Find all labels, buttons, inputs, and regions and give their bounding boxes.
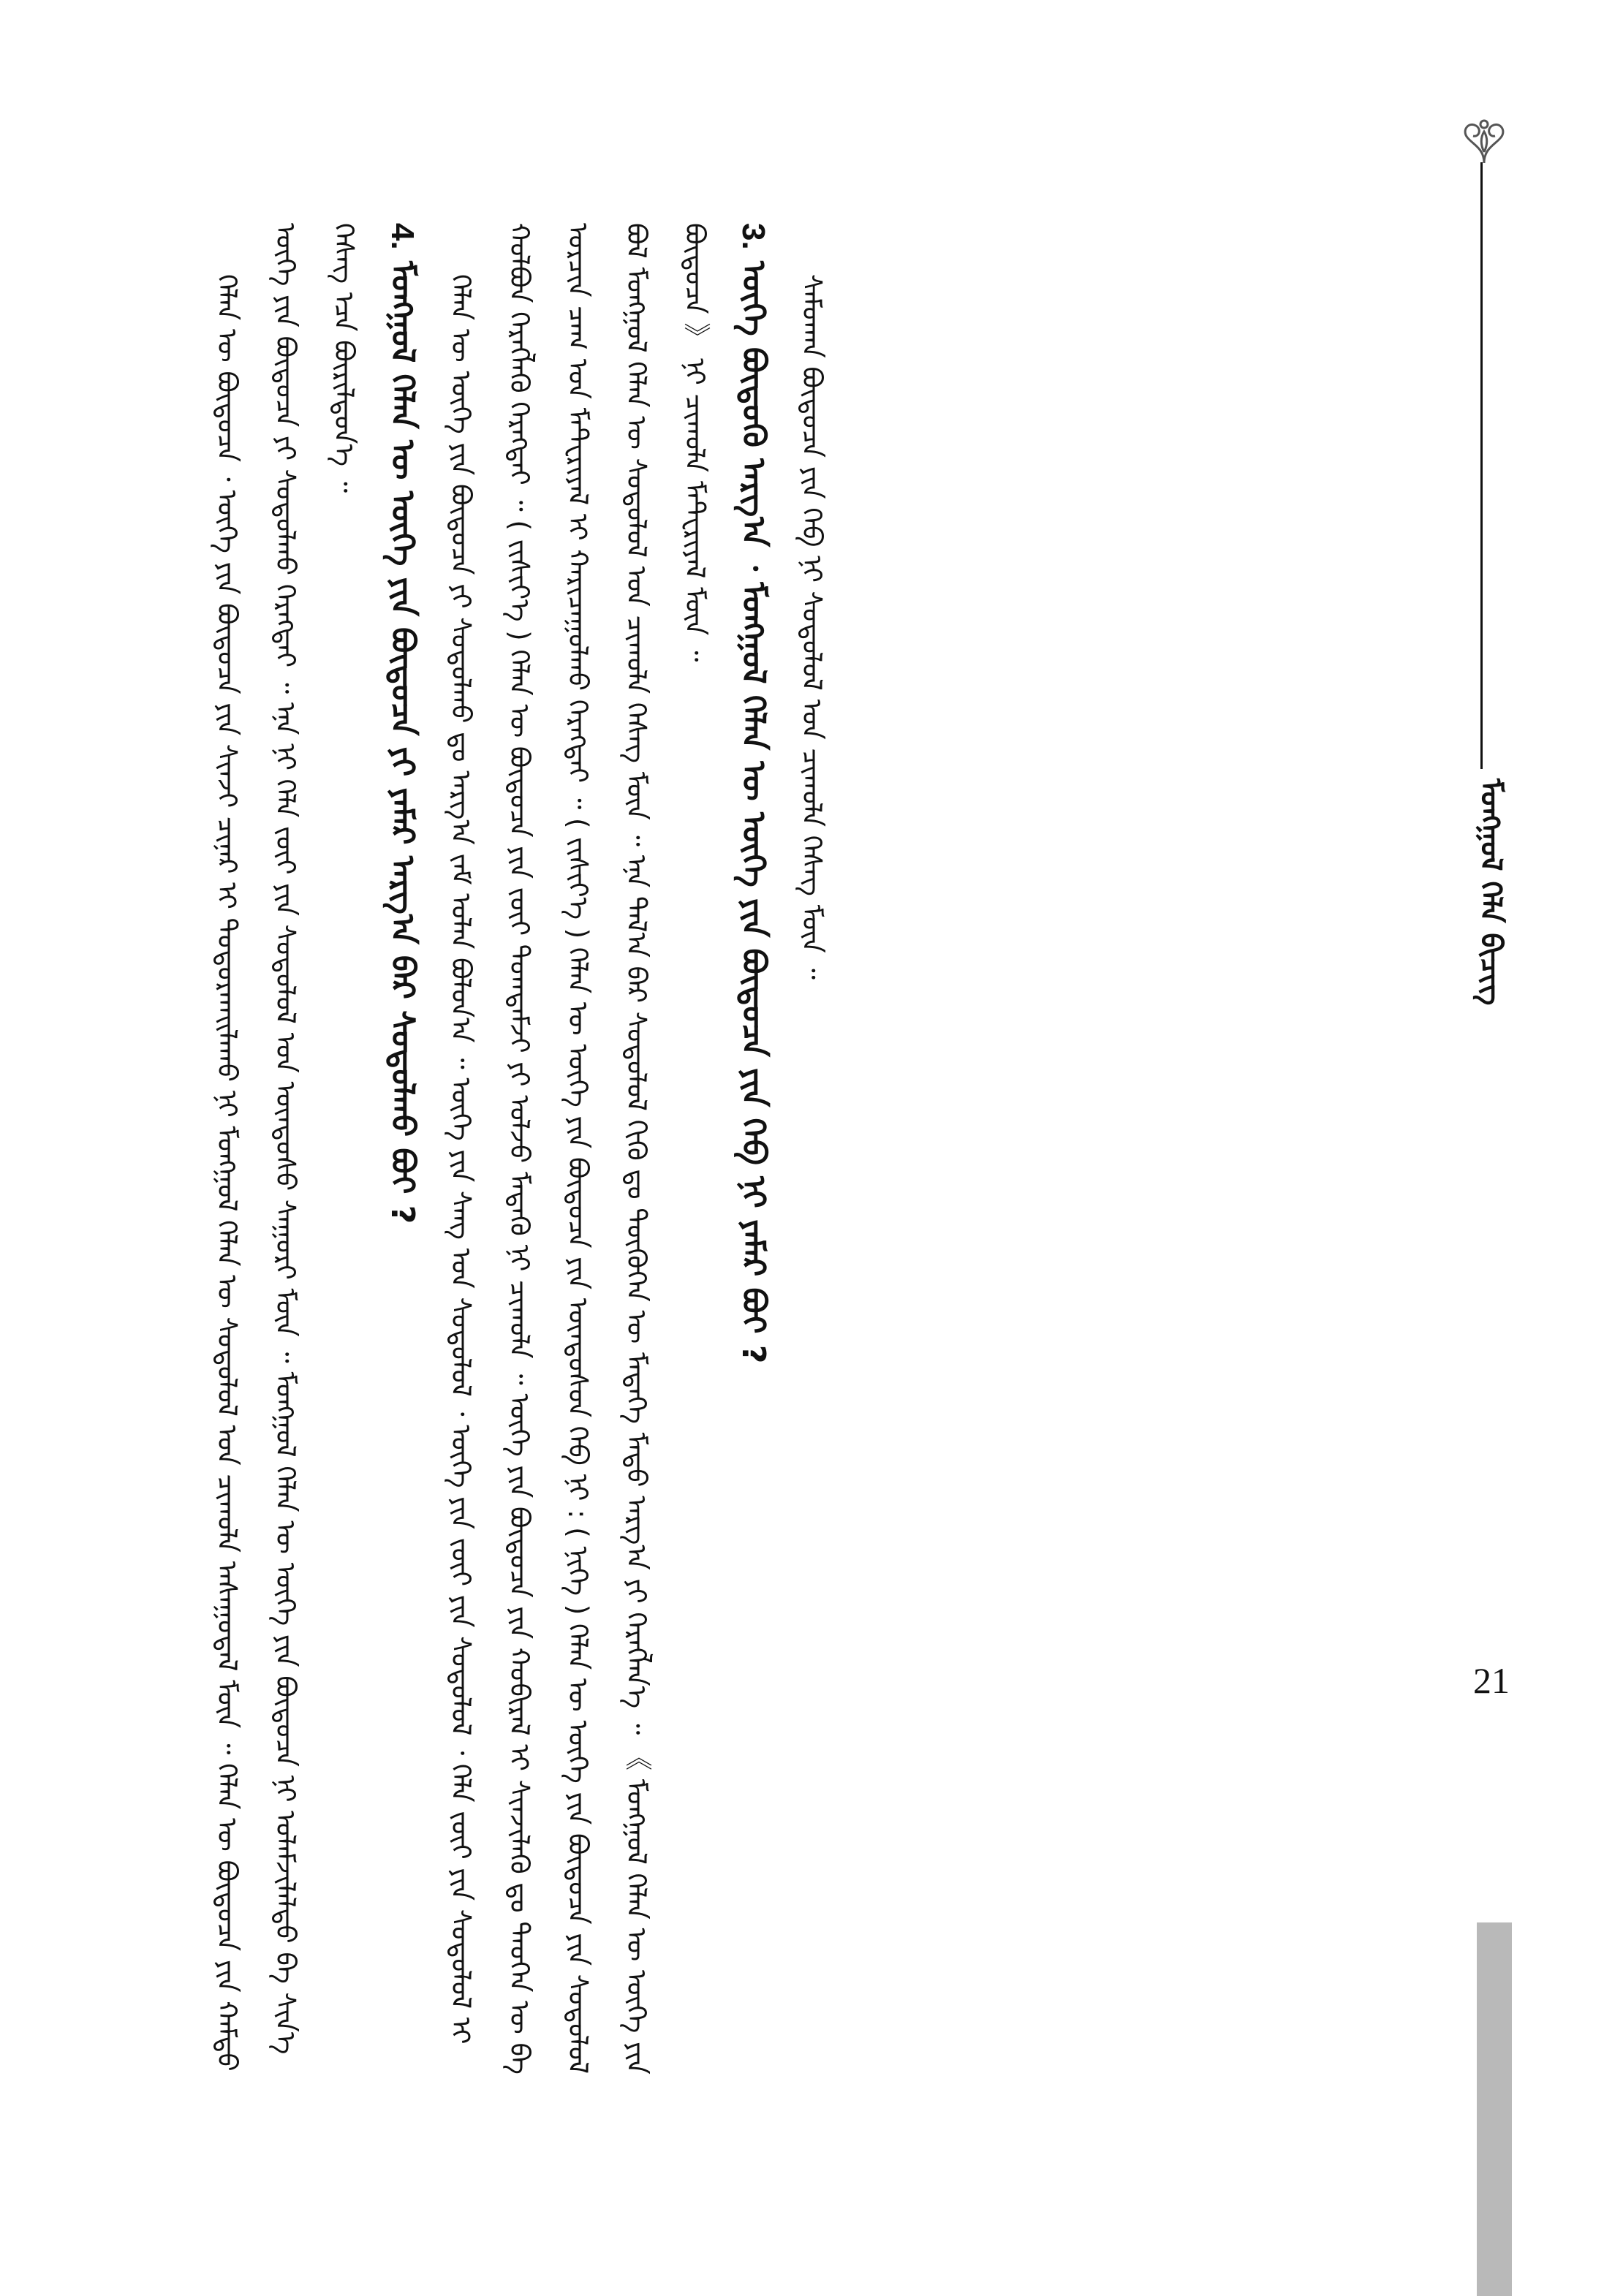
document-body [197,223,1396,2109]
paragraph-2: ᠬᠡᠯᠡᠨ ᠦ ᠦᠭᠡ ᠶᠢᠨ ᠪᠦᠲᠦᠴᠡ ᠶᠢ ᠰᠤᠳᠤᠯᠬᠤ ᠳᠤ ᠠᠷᠭ᠎ᠠ ᠵᠠᠮ ᠣᠯᠠᠨ ᠪᠣᠯᠣᠨ᠎ᠠ ᠃ ᠦᠭᠡ ᠶᠢᠨ ᠰᠠᠩ ᠤᠨ ᠰᠤᠳᠤᠯᠤᠯ ᠂ ᠦᠭᠡ ᠶᠢᠨ ᠵᠦᠢ ᠶᠢᠨ ᠰᠤᠳᠤᠯᠤᠯ ᠂ ᠬᠡᠯᠡ ᠵᠦᠢ ᠶᠢᠨ ᠰᠤᠳᠤᠯᠤᠯ ᠢ ᠬᠣᠯᠪᠣᠨ ᠬᠡᠷᠡᠭᠯᠡᠬᠦ ᠬᠡᠷᠡᠭᠲᠡᠢ ᠃ ( ᠵᠢᠱᠢᠶ᠎ᠡ ) ᠬᠡᠯᠡᠨ ᠦ ᠪᠦᠲᠦᠴᠡ ᠶᠢᠨ ᠵᠦᠢ ᠲᠣᠭᠲᠠᠮᠵᠢ ᠶᠢ ᠣᠯᠵᠤ ᠮᠡᠳᠡᠬᠦ ᠨᠢ ᠴᠢᠬᠤᠯᠠ ᠃ ᠦᠭᠡ ᠶᠢᠨ ᠪᠦᠲᠦᠴᠡ ᠶᠢᠨ ᠬᠤᠪᠢᠷᠠᠯ ᠢ ᠰᠢᠨᠵᠢᠯᠡᠬᠦ ᠳᠤ ᠲᠡᠦᠬᠡᠨ ᠦ ᠪᠠ ᠣᠷᠴᠢᠨ ᠴᠠᠭ ᠤᠨ ᠮᠠᠲ᠋ᠧᠷᠢᠶᠠᠯ ᠢ ᠬᠠᠷᠢᠴᠠᠭᠤᠯᠬᠤ ᠬᠡᠷᠡᠭᠲᠡᠢ ᠃ ( ᠵᠢᠱᠢᠶ᠎ᠡ ) ᠬᠡᠯᠡᠨ ᠦ ᠦᠭᠡ ᠶᠢᠨ ᠪᠦᠲᠦᠴᠡ ᠶᠢᠨ ᠦᠨᠳᠦᠰᠦᠨ ᠬᠡᠪ ᠨᠢ : ( ᠨᠢᠭᠡ ) ᠬᠡᠯᠡᠨ ᠦ ᠦᠭᠡ ᠶᠢᠨ ᠪᠦᠲᠦᠴᠡ ᠶᠢᠨ ᠰᠤᠳᠤᠯᠤᠯ ᠪᠣᠯ ᠮᠣᠩᠭᠣᠯ ᠬᠡᠯᠡᠨ ᠦ ᠰᠤᠳᠤᠯᠤᠯ ᠤᠨ ᠴᠢᠬᠤᠯᠠ ᠬᠡᠰᠡᠭ ᠮᠥᠨ ᠃ ᠡᠨᠡ ᠲᠠᠯ᠎ᠠ ᠪᠠᠷ ᠰᠤᠳᠤᠯᠤᠯ ᠬᠢᠬᠦ ᠳᠤ ᠲᠦᠭᠦᠬᠡᠨ ᠦ ᠮᠡᠳᠡᠭᠡ ᠮᠡᠲᠦ ᠠᠷᠭ᠎ᠠ ᠶᠢ ᠬᠡᠷᠡᠭᠯᠡᠨ᠎ᠡ ᠃ 《 ᠮᠣᠩᠭᠣᠯ ᠬᠡᠯᠡᠨ ᠦ ᠦᠭᠡ ᠶᠢᠨ ᠪᠦᠲᠦᠴᠡ 》 ᠨᠢ ᠴᠢᠬᠤᠯᠠ ᠮᠠᠲ᠋ᠧᠷᠢᠶᠠᠯ ᠮᠥᠨ ᠃ [445,223,711,2075]
page-number: 21 [1473,1660,1510,1701]
section-heading-4-number: 4. [385,223,420,250]
paragraph-3: ᠰᠠᠮᠤᠬᠠᠨ ᠪᠦᠲᠦᠴᠡ ᠶᠢᠨ ᠬᠡᠪ ᠨᠢ ᠰᠤᠳᠤᠯᠤᠯ ᠤᠨ ᠴᠢᠬᠤᠯᠠ ᠬᠡᠰᠡᠭ ᠮᠥᠨ ᠃ [796,274,828,980]
paragraph-1: ᠬᠡᠯᠡᠨ ᠦ ᠪᠦᠲᠦᠴᠡ ᠂ ᠦᠭᠡ ᠶᠢᠨ ᠪᠦᠲᠦᠴᠡ ᠶᠢᠨ ᠰᠢᠨᠵᠢ ᠴᠢᠨᠠᠷ ᠢ ᠲᠣᠳᠣᠷᠬᠠᠢᠯᠠᠬᠤ ᠨᠢ ᠮᠣᠩᠭᠣᠯ ᠬᠡᠯᠡᠨ ᠦ ᠰᠤᠳᠤᠯᠤᠯ ᠤᠨ ᠴᠢᠬᠤᠯᠠ ᠠᠰᠠᠭᠤᠳᠠᠯ ᠮᠥᠨ ᠃ ᠬᠡᠯᠡᠨ ᠦ ᠪᠦᠲᠦᠴᠡ ᠶᠢᠨ ᠬᠠᠮᠲᠤ ᠦᠭᠡ ᠶᠢᠨ ᠪᠦᠲᠦᠴᠡ ᠶᠢ ᠰᠤᠳᠤᠯᠬᠤ ᠬᠡᠷᠡᠭᠲᠡᠢ ᠃ ᠡᠨᠡ ᠨᠢ ᠬᠡᠯᠡ ᠵᠦᠢ ᠶᠢᠨ ᠰᠤᠳᠤᠯᠤᠯ ᠤᠨ ᠦᠨᠳᠦᠰᠦ ᠰᠠᠭᠤᠷᠢ ᠮᠥᠨ ᠃ ᠮᠣᠩᠭᠣᠯ ᠬᠡᠯᠡᠨ ᠦ ᠦᠭᠡ ᠶᠢᠨ ᠪᠦᠲᠦᠴᠡ ᠨᠢ ᠤᠯᠠᠮᠵᠢᠯᠠᠯᠲᠤ ᠪᠠ ᠰᠢᠨ᠎ᠡ ᠬᠡᠰᠡᠭ ᠡᠴᠡ ᠪᠦᠷᠢᠯᠳᠦᠨ᠎ᠡ ᠃ [211,223,360,2072]
page-edge-tab [1477,1922,1512,2296]
section-heading-3-text: ᠦᠭᠡ ᠪᠦᠲᠦᠬᠦ ᠠᠷᠭ᠎ᠠ ᠂ ᠮᠣᠩᠭᠣᠯ ᠬᠡᠯᠡᠨ ᠦ ᠦᠭᠡ ᠶᠢᠨ ᠪᠦᠲᠦᠴᠡ ᠶᠢᠨ ᠬᠡᠪ ᠨᠢ ᠶᠠᠮᠠᠷ ᠪᠤᠢ ? [735,261,772,1364]
section-heading-4-text: ᠮᠣᠩᠭᠣᠯ ᠬᠡᠯᠡᠨ ᠦ ᠦᠭᠡ ᠶᠢᠨ ᠪᠦᠲᠦᠴᠡ ᠶᠢ ᠶᠠᠮᠠᠷ ᠠᠷᠭ᠎ᠠ ᠪᠠᠷ ᠰᠤᠳᠤᠯᠬᠤ ᠪᠤᠢ ? [384,261,421,1224]
section-heading-4 [373,223,431,2109]
running-header-title: ᠮᠣᠩᠭᠣᠯ ᠬᠡᠯᠡ ᠪᠢᠴᠢᠭ [1474,778,1507,1006]
section-heading-3 [724,223,782,2109]
section-heading-3-number: 3. [735,223,771,250]
header-rule [1480,162,1483,769]
header-ornament-icon [1451,115,1517,167]
